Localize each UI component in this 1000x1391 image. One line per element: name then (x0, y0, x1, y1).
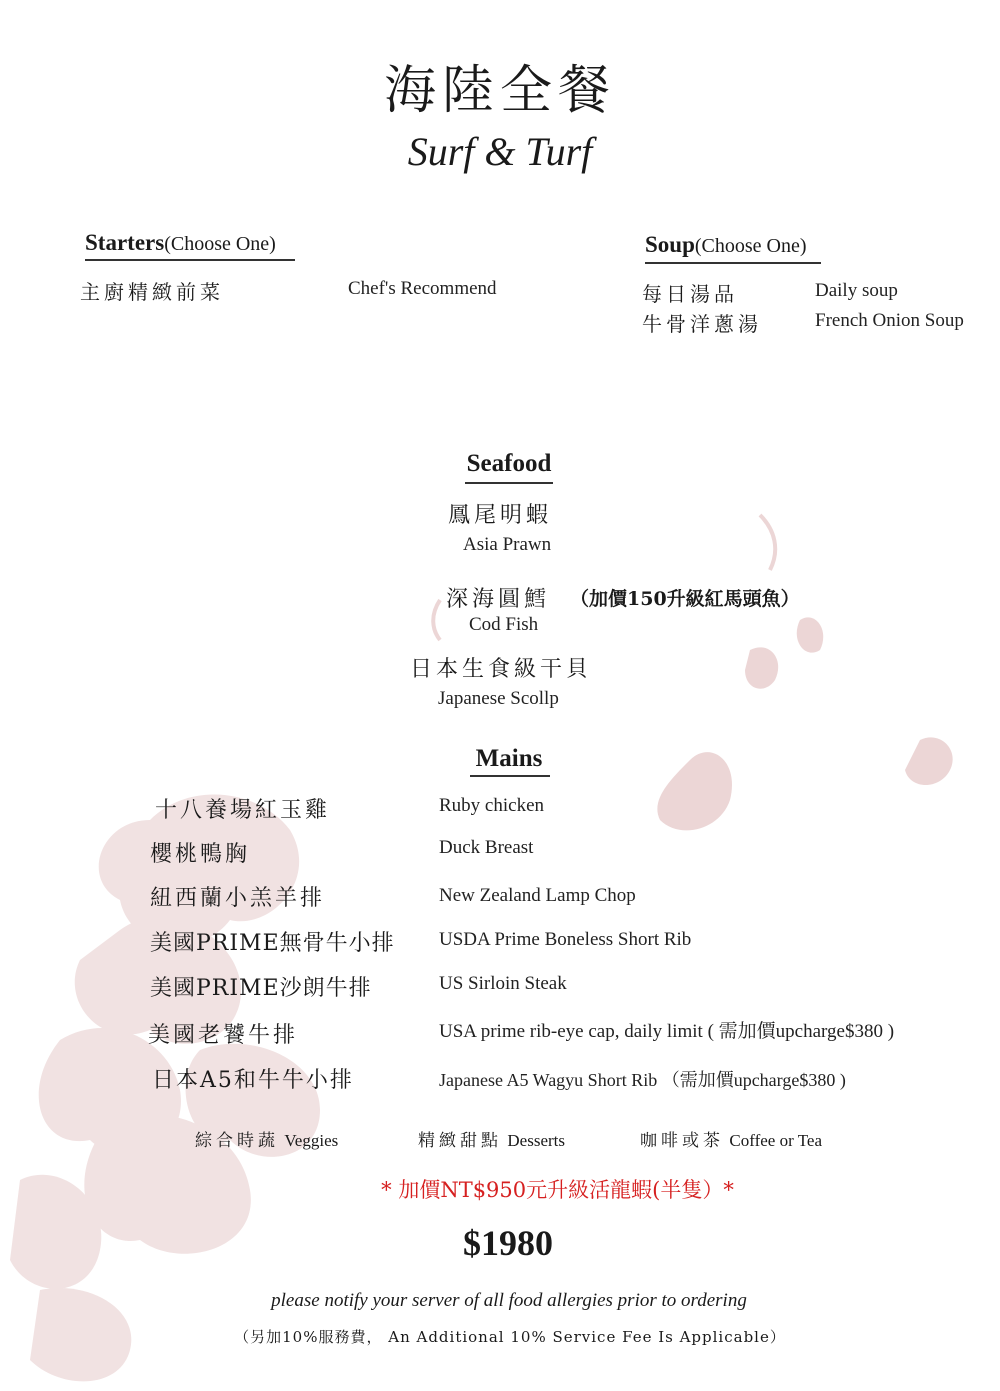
main-item-zh: 美國老饕牛排 (148, 1023, 299, 1048)
soup-item-en: French Onion Soup (815, 310, 964, 331)
main-item-en: Japanese A5 Wagyu Short Rib （需加價upcharge$380 ) (439, 1070, 846, 1090)
seafood-underline (465, 482, 553, 484)
soup-heading (645, 232, 807, 258)
starter-item-zh: 主廚精緻前菜 (80, 280, 224, 304)
soup-item-zh: 每日湯品 (642, 282, 738, 306)
seafood-item-en: Japanese Scollp (438, 688, 559, 709)
set-price: $1980 (463, 1223, 553, 1263)
seafood-item-en: Cod Fish (469, 614, 539, 635)
starter-item-en: Chef's Recommend (348, 278, 497, 299)
soup-item-en: Daily soup (815, 280, 898, 301)
side-item-zh: 精緻甜點 (418, 1131, 502, 1151)
mains-underline (470, 775, 550, 777)
starters-heading-note: (Choose One) (164, 233, 276, 255)
starters-heading (85, 230, 276, 256)
soup-heading-label: Soup (645, 232, 695, 257)
soup-heading-note: (Choose One) (694, 235, 807, 257)
menu-title-zh: 海陸全餐 (383, 61, 616, 121)
menu-title-en: Surf & Turf (407, 129, 593, 174)
side-item-zh: 咖啡或茶 (640, 1131, 724, 1151)
side-item-en: Desserts (507, 1131, 566, 1150)
allergy-notice: please notify your server of all food allergies prior to ordering (271, 1290, 747, 1311)
main-item-en: US Sirloin Steak (439, 973, 567, 994)
seafood-heading: Seafood (466, 450, 552, 477)
lobster-upgrade-note: * 加價NT$950元升級活龍蝦(半隻）* (381, 1178, 734, 1202)
main-item-zh: 日本A5和牛牛小排 (152, 1068, 354, 1093)
side-item-en: Coffee or Tea (729, 1131, 822, 1150)
soup-item-zh: 牛骨洋蔥湯 (642, 312, 762, 336)
side-item-en: Veggies (284, 1131, 339, 1150)
side-item (640, 1126, 822, 1151)
seafood-item-en: Asia Prawn (463, 534, 552, 555)
side-item (418, 1126, 565, 1151)
side-item (195, 1126, 338, 1151)
main-item-zh: 櫻桃鴨胸 (150, 842, 251, 867)
seafood-item-zh: 日本生食級干貝 (410, 657, 593, 682)
main-item-en: Ruby chicken (439, 795, 545, 816)
seafood-item-note: （加價150升級紅馬頭魚） (570, 588, 800, 610)
starters-heading-label: Starters (85, 230, 165, 255)
seafood-item-zh: 鳳尾明蝦 (448, 503, 553, 528)
seafood-item-zh: 深海圓鱈 (446, 587, 551, 612)
starters-underline (85, 259, 295, 261)
soup-underline (645, 262, 821, 264)
main-item-zh: 紐西蘭小羔羊排 (150, 886, 326, 911)
mains-heading: Mains (475, 745, 543, 772)
service-fee-notice: （另加10%服務費， An Additional 10% Service Fee Is Applicable） (234, 1328, 786, 1346)
side-item-zh: 綜合時蔬 (195, 1131, 279, 1151)
main-item-zh: 美國PRIME無骨牛小排 (150, 931, 395, 956)
main-item-zh: 美國PRIME沙朗牛排 (150, 976, 372, 1001)
main-item-en: USDA Prime Boneless Short Rib (439, 929, 692, 950)
main-item-en: New Zealand Lamp Chop (439, 885, 636, 906)
main-item-zh: 十八養場紅玉雞 (155, 798, 331, 823)
main-item-en: Duck Breast (439, 837, 534, 858)
main-item-en: USA prime rib-eye cap, daily limit ( 需加價upcharge$380 ) (439, 1021, 895, 1042)
